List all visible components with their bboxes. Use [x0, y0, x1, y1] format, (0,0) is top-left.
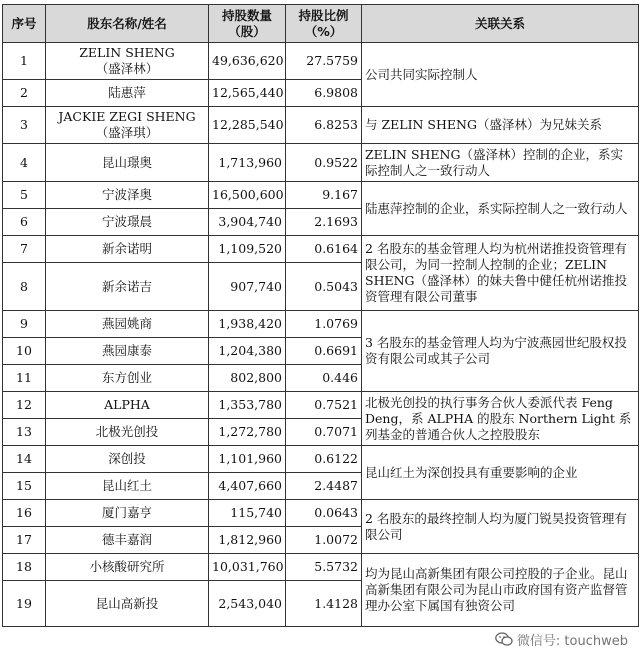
row-name-cn: （盛泽林） — [95, 61, 159, 76]
row-qty: 1,812,960 — [209, 527, 286, 554]
row-no: 4 — [3, 144, 46, 182]
row-name: 德丰嘉润 — [46, 527, 209, 554]
row-no: 14 — [3, 446, 46, 473]
row-qty: 1,204,380 — [209, 338, 286, 365]
row-name: 宁波璟晨 — [46, 209, 209, 236]
row-name: 昆山高新投 — [46, 581, 209, 627]
row-name: 燕园康泰 — [46, 338, 209, 365]
row-pct: 0.6164 — [286, 236, 362, 263]
row-no: 11 — [3, 365, 46, 392]
row-no: 19 — [3, 581, 46, 627]
table-row — [3, 182, 639, 209]
shareholder-table — [2, 4, 639, 627]
row-qty: 12,285,540 — [209, 107, 286, 144]
row-no: 18 — [3, 554, 46, 581]
header-name: 股东名称/姓名 — [46, 5, 209, 43]
row-name: 小核酸研究所 — [46, 554, 209, 581]
row-name: 燕园姚商 — [46, 311, 209, 338]
relation-cell: 2 名股东的最终控制人均为厦门锐昊投资管理有限公司 — [362, 500, 639, 554]
row-qty: 802,800 — [209, 365, 286, 392]
header-qty-l1: 持股数量 — [221, 7, 272, 23]
header-no: 序号 — [3, 5, 46, 43]
row-pct: 0.9522 — [286, 144, 362, 182]
row-name: 东方创业 — [46, 365, 209, 392]
row-no: 17 — [3, 527, 46, 554]
row-pct: 5.5732 — [286, 554, 362, 581]
row-qty: 1,938,420 — [209, 311, 286, 338]
row-qty: 10,031,760 — [209, 554, 286, 581]
row-qty: 3,904,740 — [209, 209, 286, 236]
relation-cell: 2 名股东的基金管理人均为杭州诺推投资管理有限公司，为同一控制人控制的企业；ZELIN SHENG（盛泽林）的妹夫鲁中健任杭州诺推投资管理有限公司董事 — [362, 236, 639, 311]
row-name-en: JACKIE ZEGI SHENG — [58, 109, 196, 124]
row-qty: 1,109,520 — [209, 236, 286, 263]
row-pct: 0.6691 — [286, 338, 362, 365]
header-pct-l2: （%） — [304, 23, 343, 39]
table-row — [3, 311, 639, 338]
row-pct: 1.4128 — [286, 581, 362, 627]
relation-cell: 与 ZELIN SHENG（盛泽林）为兄妹关系 — [362, 107, 639, 144]
row-qty: 16,500,600 — [209, 182, 286, 209]
relation-cell: 公司共同实际控制人 — [362, 43, 639, 107]
row-pct: 0.7521 — [286, 392, 362, 419]
row-no: 2 — [3, 80, 46, 107]
table-row — [3, 43, 639, 80]
row-no: 13 — [3, 419, 46, 446]
row-pct: 0.5043 — [286, 263, 362, 311]
row-no: 6 — [3, 209, 46, 236]
row-no: 1 — [3, 43, 46, 80]
row-pct: 2.1693 — [286, 209, 362, 236]
row-qty: 12,565,440 — [209, 80, 286, 107]
row-name: 厦门嘉亨 — [46, 500, 209, 527]
row-qty: 1,272,780 — [209, 419, 286, 446]
header-qty-l2: （股） — [228, 23, 266, 39]
row-pct: 0.7071 — [286, 419, 362, 446]
row-name-cn: （盛泽琪） — [95, 125, 159, 140]
relation-cell: 昆山红土为深创投具有重要影响的企业 — [362, 446, 639, 500]
row-no: 15 — [3, 473, 46, 500]
header-qty — [209, 5, 286, 43]
header-pct — [286, 5, 362, 43]
row-no: 5 — [3, 182, 46, 209]
table-row — [3, 236, 639, 263]
table-row — [3, 392, 639, 419]
table-row — [3, 500, 639, 527]
row-qty: 49,636,620 — [209, 43, 286, 80]
header-pct-l1: 持股比例 — [298, 7, 349, 23]
row-no: 3 — [3, 107, 46, 144]
row-name — [46, 43, 209, 80]
table-row — [3, 554, 639, 581]
row-name: 新余诺明 — [46, 236, 209, 263]
row-no: 10 — [3, 338, 46, 365]
row-qty: 2,543,040 — [209, 581, 286, 627]
wechat-icon — [495, 632, 513, 647]
row-pct: 27.5759 — [286, 43, 362, 80]
row-qty: 907,740 — [209, 263, 286, 311]
row-pct: 2.4487 — [286, 473, 362, 500]
table-row — [3, 446, 639, 473]
relation-cell: 陆惠萍控制的企业，系实际控制人之一致行动人 — [362, 182, 639, 236]
row-name: 宁波泽奥 — [46, 182, 209, 209]
row-no: 12 — [3, 392, 46, 419]
row-pct: 1.0769 — [286, 311, 362, 338]
row-qty: 1,353,780 — [209, 392, 286, 419]
header-row — [3, 5, 639, 43]
table-row — [3, 107, 639, 144]
table-row — [3, 144, 639, 182]
row-pct: 9.167 — [286, 182, 362, 209]
row-no: 16 — [3, 500, 46, 527]
row-pct: 6.9808 — [286, 80, 362, 107]
watermark — [491, 629, 632, 650]
row-name: 陆惠萍 — [46, 80, 209, 107]
row-name: 深创投 — [46, 446, 209, 473]
row-name: ALPHA — [46, 392, 209, 419]
row-qty: 1,713,960 — [209, 144, 286, 182]
row-no: 9 — [3, 311, 46, 338]
relation-cell: ZELIN SHENG（盛泽林）控制的企业，系实际控制人之一致行动人 — [362, 144, 639, 182]
row-no: 7 — [3, 236, 46, 263]
row-pct: 0.0643 — [286, 500, 362, 527]
row-name-en: ZELIN SHENG — [79, 45, 175, 60]
row-no: 8 — [3, 263, 46, 311]
row-pct: 0.6122 — [286, 446, 362, 473]
row-qty: 115,740 — [209, 500, 286, 527]
row-pct: 1.0072 — [286, 527, 362, 554]
row-pct: 0.446 — [286, 365, 362, 392]
row-qty: 4,407,660 — [209, 473, 286, 500]
row-name — [46, 107, 209, 144]
watermark-text: 微信号: touchweb — [516, 634, 628, 649]
row-name: 北极光创投 — [46, 419, 209, 446]
row-name: 新余诺吉 — [46, 263, 209, 311]
row-qty: 1,101,960 — [209, 446, 286, 473]
relation-cell: 均为昆山高新集团有限公司控股的子企业。昆山高新集团有限公司为昆山市政府国有资产监督管理办公室下属国有独资公司 — [362, 554, 639, 627]
row-pct: 6.8253 — [286, 107, 362, 144]
row-name: 昆山璟奥 — [46, 144, 209, 182]
row-name: 昆山红土 — [46, 473, 209, 500]
relation-cell: 北极光创投的执行事务合伙人委派代表 Feng Deng，系 ALPHA 的股东 Northern Light 系列基金的普通合伙人之控股股东 — [362, 392, 639, 446]
relation-cell: 3 名股东的基金管理人均为宁波燕园世纪股权投资有限公司或其子公司 — [362, 311, 639, 392]
header-relation: 关联关系 — [362, 5, 639, 43]
